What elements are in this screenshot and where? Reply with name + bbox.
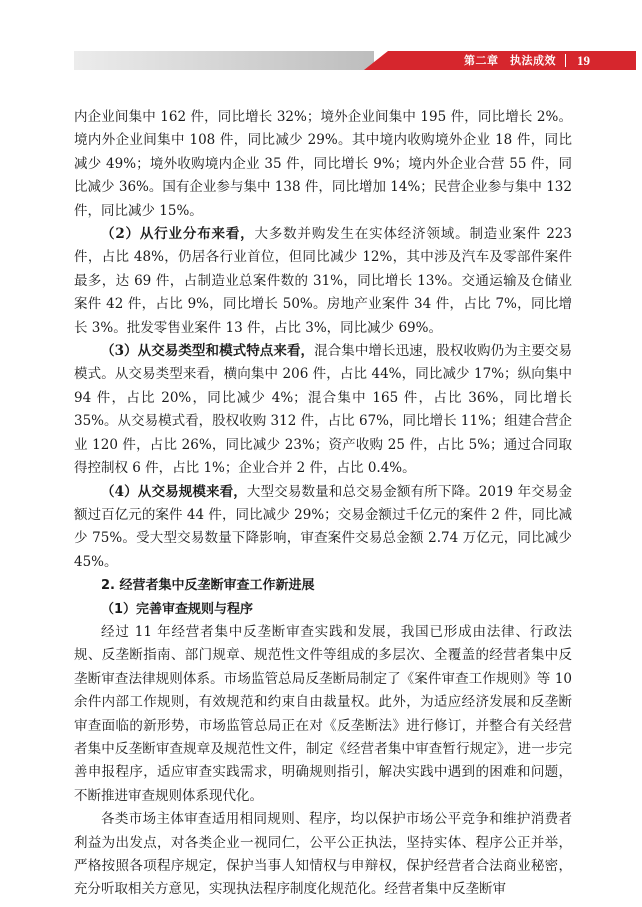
body-transaction-scale: 大型交易数量和总交易金额有所下降。2019 年交易金额过百亿元的案件 44 件，同比减少 29%；交易金额过千亿元的案件 2 件，同比减少 75%。受大型交易数量下降影响，审查案件交易总金额 2.74 万亿元，同比减少 45%。	[74, 483, 572, 570]
paragraph-equal-treatment: 各类市场主体审查适用相同规则、程序，均以保护市场公平竞争和维护消费者利益为出发点，对各类企业一视同仁，公平公正执法，坚持实体、程序公正并举，严格按照各项程序规定，保护当事人知情权与申辩权，保护经营者合法商业秘密，充分听取相关方意见，实现执法程序制度化规范化。经营者集中反垄断审	[74, 811, 572, 898]
body-transaction-type: 混合集中增长迅速，股权收购仍为主要交易模式。从交易类型来看，横向集中 206 件，占比 44%，同比减少 17%；纵向集中 94 件，占比 20%，同比减少 4%；混合集中 165 件，占比 36%，同比增长 35%。从交易模式看，股权收购 312 件，占比 67%，同比增长 11%；组建合营企业 120 件，占比 26%，同比减少 23%；资产收购 25 件，占比 5%；通过合同取得控制权 6 件，占比 1%；企业合并 2 件，占比 0.4%。	[74, 343, 572, 477]
paragraph-transaction-type	[74, 340, 572, 480]
section-heading: 2. 经营者集中反垄断审查工作新进展	[101, 578, 315, 594]
lead-transaction-type: （3）从交易类型和模式特点来看，	[101, 343, 315, 360]
paragraph-rules-system: 经过 11 年经营者集中反垄断审查实践和发展，我国已形成由法律、行政法规、反垄断指南、部门规章、规范性文件等组成的多层次、全覆盖的经营者集中反垄断审查法律规则体系。市场监管总局反垄断局制定了《案件审查工作规则》等 10 余件内部工作规则，有效规范和约束自由裁量权。此外，为适应经济发展和反垄断审查面临的新形势，市场监管总局正在对《反垄断法》进行修订，并整合有关经营者集中反垄断审查规章及规范性文件，制定《经营者集中审查暂行规定》，进一步完善申报程序，适应审查实践需求，明确规则指引，解决实践中遇到的困难和问题，不断推进审查规则体系现代化。	[74, 623, 572, 804]
paragraph-transaction-scale	[74, 481, 572, 575]
header-gray-band	[74, 51, 374, 70]
chapter-title: 第二章 执法成效	[464, 54, 556, 67]
header-divider	[565, 54, 566, 67]
page-body	[74, 106, 572, 902]
lead-industry: （2）从行业分布来看，	[101, 226, 255, 243]
page-number: 19	[577, 53, 590, 68]
subsection-heading: （1）完善审查规则与程序	[101, 601, 254, 617]
page-header	[74, 51, 604, 70]
lead-transaction-scale: （4）从交易规模来看，	[101, 483, 247, 500]
paragraph-industry-distribution	[74, 223, 572, 340]
body-industry: 大多数并购发生在实体经济领域。制造业案件 223 件，占比 48%，仍居各行业首位，但同比减少 12%，其中涉及汽车及零部件案件最多，达 69 件，占制造业总案件数的 31%，同比增长 13%。交通运输及仓储业案件 42 件，占比 9%，同比增长 50%。房地产业案件 34 件，占比 7%，同比增长 3%。批发零售业案件 13 件，占比 3%，同比减少 69%。	[74, 226, 572, 336]
paragraph-continued: 内企业间集中 162 件，同比增长 32%；境外企业间集中 195 件，同比增长 2%。境内外企业间集中 108 件，同比减少 29%。其中境内收购境外企业 18 件，同比减少 49%；境外收购境内企业 35 件，同比增长 9%；境内外企业合营 55 件，同比减少 36%。国有企业参与集中 138 件，同比增加 14%；民营企业参与集中 132 件，同比减少 15%。	[74, 109, 572, 219]
